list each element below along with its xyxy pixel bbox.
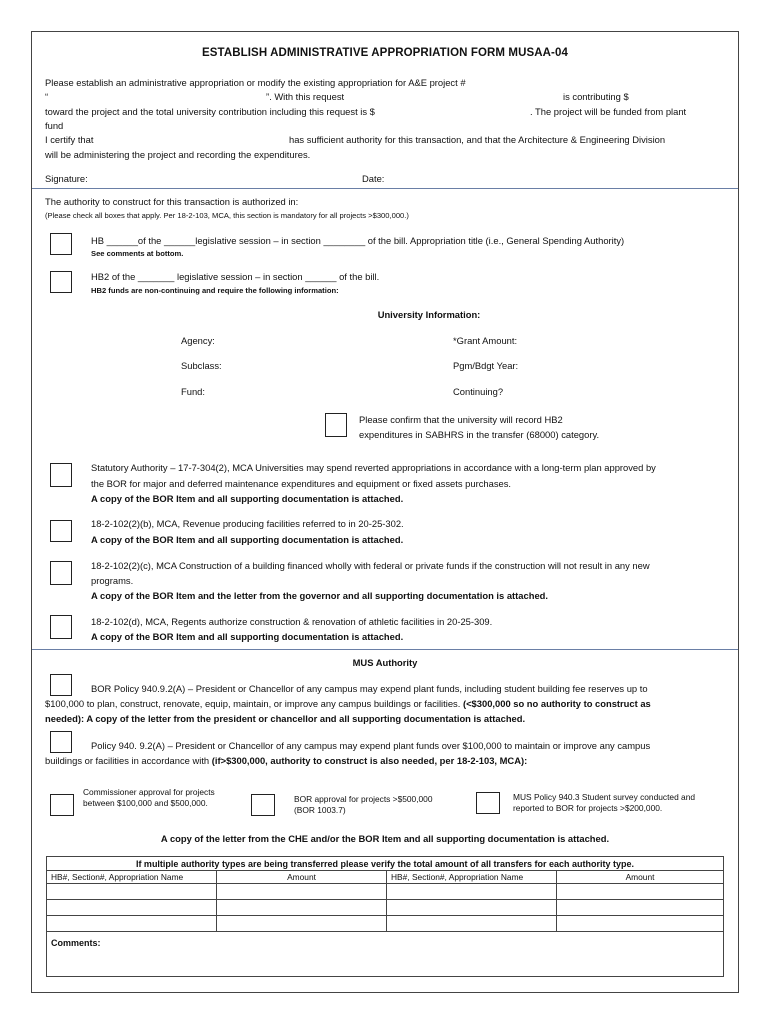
certify-c: will be administering the project and recording the expenditures. <box>45 149 311 160</box>
col-amount: Amount <box>217 871 387 884</box>
sabhrs-confirm-checkbox[interactable] <box>325 413 347 437</box>
c-line-3: A copy of the BOR Item and the letter from the governor and all supporting documentation is attached. <box>91 590 548 601</box>
opt-bor: BOR approval for projects >$500,000 (BOR 1003.7) <box>294 794 433 815</box>
col-appropriation-name-2: HB#, Section#, Appropriation Name <box>387 871 557 884</box>
intro-quote-close: ”. With this request <box>266 91 345 102</box>
hb-checkbox[interactable] <box>50 233 72 255</box>
table-row <box>47 900 724 916</box>
p1-line-3: needed): A copy of the letter from the president or chancellor and all supporting documentation is attached. <box>45 713 526 724</box>
statutory-line-1: Statutory Authority – 17-7-304(2), MCA Universities may spend reverted appropriations in accordance with a long-term plan approved by <box>91 462 656 473</box>
form-border <box>31 31 739 993</box>
hb-sub: See comments at bottom. <box>91 249 184 258</box>
hb2-line: HB2 of the _______ legislative session – in section ______ of the bill. <box>91 271 380 282</box>
table-row <box>47 884 724 900</box>
b-line-1: 18-2-102(2)(b), MCA, Revenue producing facilities referred to in 20-25-302. <box>91 518 404 529</box>
table-cell[interactable] <box>217 916 387 932</box>
table-row <box>47 916 724 932</box>
intro-fund: fund <box>45 120 64 131</box>
table-cell[interactable] <box>387 884 557 900</box>
table-cell[interactable] <box>47 916 217 932</box>
signature-label: Signature: <box>45 173 88 184</box>
certify-a: I certify that <box>45 134 94 145</box>
intro-line-3b: . The project will be funded from plant <box>530 106 687 117</box>
continuing-label: Continuing? <box>453 386 504 397</box>
date-label: Date: <box>362 173 385 184</box>
p1-line-2a: $100,000 to plan, construct, renovate, equip, maintain, or improve any campus buildings or facilities. <box>45 698 463 709</box>
table-cell[interactable] <box>557 884 724 900</box>
d-line-2: A copy of the BOR Item and all supporting documentation is attached. <box>91 631 404 642</box>
revenue-facilities-checkbox[interactable] <box>50 520 72 542</box>
p1-line-2b: (<$300,000 so no authority to construct as <box>462 698 651 709</box>
university-info-heading: University Information: <box>377 309 481 320</box>
statutory-line-3: A copy of the BOR Item and all supporting documentation is attached. <box>91 493 404 504</box>
student-survey-checkbox[interactable] <box>476 792 500 814</box>
table-cell[interactable] <box>387 900 557 916</box>
intro-contributing: is contributing $ <box>563 91 629 102</box>
table-cell[interactable] <box>217 884 387 900</box>
fund-label: Fund: <box>181 386 205 397</box>
athletic-facilities-checkbox[interactable] <box>50 615 72 639</box>
federal-private-checkbox[interactable] <box>50 561 72 585</box>
intro-line-1: Please establish an administrative appropriation or modify the existing appropriation for A&E project # <box>45 77 466 88</box>
b-line-2: A copy of the BOR Item and all supporting documentation is attached. <box>91 534 404 545</box>
divider <box>32 188 738 189</box>
authority-note: (Please check all boxes that apply. Per 18-2-103, MCA, this section is mandatory for all projects >$300,000.) <box>45 211 409 220</box>
grant-amount-label: *Grant Amount: <box>453 335 518 346</box>
intro-quote-open: “ <box>45 91 49 102</box>
table-cell[interactable] <box>387 916 557 932</box>
intro-line-3a: toward the project and the total university contribution including this request is $ <box>45 106 375 117</box>
statutory-line-2: the BOR for major and deferred maintenance expenditures and equipment or fixed assets purchases. <box>91 478 512 489</box>
form-title: ESTABLISH ADMINISTRATIVE APPROPRIATION FORM MUSAA-04 <box>202 47 568 59</box>
table-cell[interactable] <box>557 900 724 916</box>
certify-b: has sufficient authority for this transaction, and that the Architecture & Engineering Division <box>289 134 666 145</box>
authority-heading: The authority to construct for this transaction is authorized in: <box>45 196 299 207</box>
mus-letter-note: A copy of the letter from the CHE and/or the BOR Item and all supporting documentation is attached. <box>160 833 610 844</box>
hb-line: HB ______of the ______legislative session – in section ________ of the bill. Appropriation title (i.e., General Spending Authority) <box>91 235 625 246</box>
d-line-1: 18-2-102(d), MCA, Regents authorize construction & renovation of athletic facilities in 20-25-309. <box>91 616 493 627</box>
p2-line-2a: buildings or facilities in accordance with <box>45 755 212 766</box>
table-cell[interactable] <box>47 884 217 900</box>
p2-line-1: Policy 940. 9.2(A) – President or Chancellor of any campus may expend plant funds over $100,000 to maintain or improve any campus <box>91 740 651 751</box>
opt-survey: MUS Policy 940.3 Student survey conducted and reported to BOR for projects >$200,000. <box>513 792 696 813</box>
policy-9402-checkbox[interactable] <box>50 731 72 753</box>
comments-field[interactable]: Comments: <box>47 932 724 977</box>
table-cell[interactable] <box>217 900 387 916</box>
pgm-year-label: Pgm/Bdgt Year: <box>453 360 519 371</box>
c-line-2: programs. <box>91 575 134 586</box>
table-cell[interactable] <box>557 916 724 932</box>
mus-heading: MUS Authority <box>352 657 418 668</box>
opt-commissioner: Commissioner approval for projects between $100,000 and $500,000. <box>83 787 215 808</box>
subclass-label: Subclass: <box>181 360 222 371</box>
bor-policy-checkbox[interactable] <box>50 674 72 696</box>
c-line-1: 18-2-102(2)(c), MCA Construction of a building financed wholly with federal or private funds if the construction will not result in any new <box>91 560 650 571</box>
confirm-line-1: Please confirm that the university will record HB2 <box>359 414 563 425</box>
table-header: If multiple authority types are being transferred please verify the total amount of all transfers for each authority type. <box>47 857 724 871</box>
col-amount-2: Amount <box>557 871 724 884</box>
confirm-line-2: expenditures in SABHRS in the transfer (68000) category. <box>359 429 600 440</box>
col-appropriation-name: HB#, Section#, Appropriation Name <box>47 871 217 884</box>
agency-label: Agency: <box>181 335 215 346</box>
bor-approval-checkbox[interactable] <box>251 794 275 816</box>
commissioner-approval-checkbox[interactable] <box>50 794 74 816</box>
hb2-checkbox[interactable] <box>50 271 72 293</box>
divider <box>32 649 738 650</box>
table-cell[interactable] <box>47 900 217 916</box>
p1-line-1: BOR Policy 940.9.2(A) – President or Chancellor of any campus may expend plant funds, including student building fee reserves up to <box>91 683 648 694</box>
p2-line-2b: (if>$300,000, authority to construct is also needed, per 18-2-103, MCA): <box>211 755 528 766</box>
hb2-sub: HB2 funds are non-continuing and require the following information: <box>91 286 339 295</box>
transfer-table <box>46 856 724 977</box>
statutory-checkbox[interactable] <box>50 463 72 487</box>
